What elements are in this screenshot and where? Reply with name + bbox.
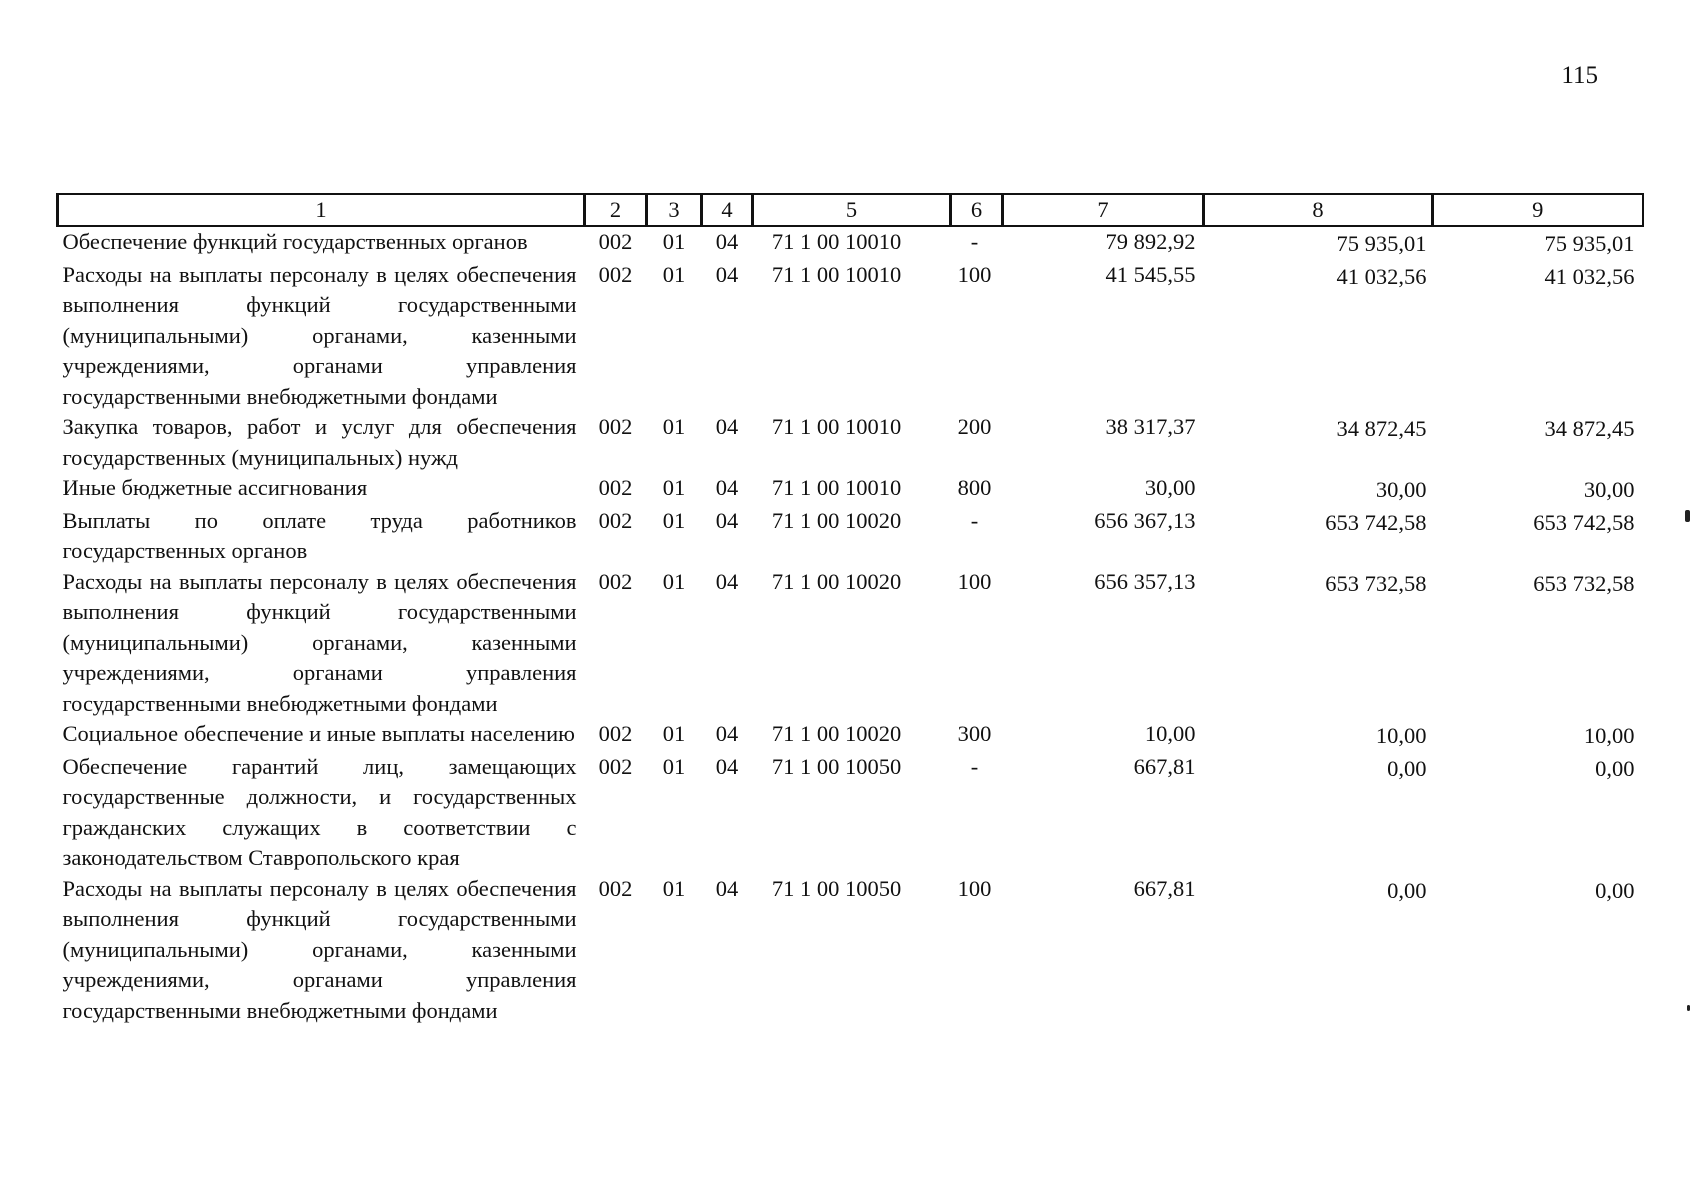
cell-amount-col7: 667,81 <box>1133 753 1196 779</box>
cell-expense-type: 100 <box>957 875 992 901</box>
table-row <box>58 412 1643 473</box>
cell-ministry-code: 002 <box>598 507 633 533</box>
cell-section-code: 01 <box>662 261 686 287</box>
cell-subsection-code: 04 <box>715 568 739 594</box>
header-col-7: 7 <box>1003 194 1204 226</box>
cell-subsection-code: 04 <box>715 261 739 287</box>
cell-subsection-code: 04 <box>715 753 739 779</box>
cell-target-code: 71 1 00 10020 <box>771 568 902 594</box>
cell-ministry-code: 002 <box>598 568 633 594</box>
cell-ministry-code: 002 <box>598 414 633 439</box>
table-body <box>58 226 1643 1026</box>
table-row <box>58 752 1643 874</box>
cell-amount-col9: 10,00 <box>1583 723 1635 748</box>
table-row <box>58 567 1643 720</box>
cell-ministry-code: 002 <box>598 229 633 254</box>
cell-amount-col7: 667,81 <box>1133 875 1196 901</box>
page-number: 115 <box>1561 62 1598 89</box>
cell-section-code: 01 <box>662 753 686 779</box>
cell-subsection-code: 04 <box>715 229 739 254</box>
cell-ministry-code: 002 <box>598 721 633 746</box>
cell-target-code: 71 1 00 10010 <box>771 229 902 254</box>
cell-target-code: 71 1 00 10050 <box>771 875 902 901</box>
cell-amount-col9: 30,00 <box>1583 477 1635 502</box>
cell-amount-col7: 41 545,55 <box>1105 261 1196 287</box>
cell-section-code: 01 <box>662 414 686 439</box>
header-col-2: 2 <box>585 194 647 226</box>
cell-target-code: 71 1 00 10010 <box>771 261 902 287</box>
cell-target-code: 71 1 00 10020 <box>771 721 902 746</box>
cell-target-code: 71 1 00 10010 <box>771 414 902 439</box>
cell-section-code: 01 <box>662 507 686 533</box>
cell-amount-col9: 34 872,45 <box>1544 416 1635 441</box>
cell-expense-type: 800 <box>957 475 992 500</box>
cell-subsection-code: 04 <box>715 875 739 901</box>
cell-amount-col9: 0,00 <box>1595 877 1635 903</box>
row-name: Выплаты по оплате труда работников государственных органов <box>62 507 577 563</box>
header-col-9: 9 <box>1433 194 1643 226</box>
cell-amount-col7: 656 357,13 <box>1094 568 1196 594</box>
table-row <box>58 260 1643 413</box>
table-row <box>58 719 1643 752</box>
cell-subsection-code: 04 <box>715 507 739 533</box>
row-name: Обеспечение гарантий лиц, замещающих государственные должности, и государственных гражданских служащих в соответствии с законодательством Ставропольского края <box>62 753 577 870</box>
row-name: Расходы на выплаты персоналу в целях обеспечения выполнения функций государственными (муниципальными) органами, казенными учреждениями, органами управления государственными внебюджетными фондами <box>62 261 577 409</box>
cell-amount-col8: 0,00 <box>1387 755 1427 781</box>
cell-expense-type: 100 <box>957 261 992 287</box>
cell-amount-col8: 653 732,58 <box>1325 570 1427 596</box>
cell-ministry-code: 002 <box>598 875 633 901</box>
scan-edge-mark <box>1685 510 1690 522</box>
cell-section-code: 01 <box>662 475 686 500</box>
cell-section-code: 01 <box>662 875 686 901</box>
cell-section-code: 01 <box>662 721 686 746</box>
header-col-5: 5 <box>753 194 951 226</box>
cell-section-code: 01 <box>662 568 686 594</box>
cell-amount-col8: 0,00 <box>1387 877 1427 903</box>
cell-subsection-code: 04 <box>715 475 739 500</box>
cell-amount-col7: 30,00 <box>1144 475 1196 500</box>
cell-amount-col9: 653 732,58 <box>1533 570 1635 596</box>
header-col-6: 6 <box>951 194 1003 226</box>
cell-amount-col7: 656 367,13 <box>1094 507 1196 533</box>
cell-amount-col8: 34 872,45 <box>1336 416 1427 441</box>
cell-expense-type: 300 <box>957 721 992 746</box>
table-row <box>58 506 1643 567</box>
cell-amount-col8: 653 742,58 <box>1325 509 1427 535</box>
cell-amount-col9: 41 032,56 <box>1544 263 1635 289</box>
table-row <box>58 874 1643 1027</box>
cell-ministry-code: 002 <box>598 753 633 779</box>
header-col-3: 3 <box>647 194 702 226</box>
header-col-1: 1 <box>58 194 585 226</box>
row-name: Социальное обеспечение и иные выплаты населению <box>62 721 575 746</box>
table-header <box>58 194 1643 226</box>
cell-amount-col8: 30,00 <box>1375 477 1427 502</box>
cell-target-code: 71 1 00 10010 <box>771 475 902 500</box>
cell-amount-col9: 653 742,58 <box>1533 509 1635 535</box>
header-row <box>58 194 1643 226</box>
cell-expense-type: 100 <box>957 568 992 594</box>
cell-expense-type: 200 <box>957 414 992 439</box>
cell-amount-col8: 10,00 <box>1375 723 1427 748</box>
row-name: Расходы на выплаты персоналу в целях обеспечения выполнения функций государственными (муниципальными) органами, казенными учреждениями, органами управления государственными внебюджетными фондами <box>62 875 577 1023</box>
cell-amount-col8: 41 032,56 <box>1336 263 1427 289</box>
budget-table <box>56 193 1644 1026</box>
table-row <box>58 473 1643 506</box>
header-col-4: 4 <box>702 194 753 226</box>
cell-ministry-code: 002 <box>598 261 633 287</box>
row-name: Расходы на выплаты персоналу в целях обеспечения выполнения функций государственными (муниципальными) органами, казенными учреждениями, органами управления государственными внебюджетными фондами <box>62 568 577 716</box>
cell-target-code: 71 1 00 10050 <box>771 753 902 779</box>
cell-expense-type: - <box>970 507 979 533</box>
row-name: Закупка товаров, работ и услуг для обеспечения государственных (муниципальных) нужд <box>62 414 577 470</box>
cell-amount-col7: 79 892,92 <box>1105 229 1196 254</box>
cell-ministry-code: 002 <box>598 475 633 500</box>
cell-amount-col8: 75 935,01 <box>1336 231 1427 256</box>
cell-subsection-code: 04 <box>715 414 739 439</box>
cell-expense-type: - <box>970 753 979 779</box>
cell-section-code: 01 <box>662 229 686 254</box>
table-row <box>58 226 1643 260</box>
cell-expense-type: - <box>970 229 979 254</box>
cell-amount-col7: 38 317,37 <box>1105 414 1196 439</box>
row-name: Обеспечение функций государственных органов <box>62 229 528 254</box>
cell-amount-col9: 0,00 <box>1595 755 1635 781</box>
cell-amount-col9: 75 935,01 <box>1544 231 1635 256</box>
cell-subsection-code: 04 <box>715 721 739 746</box>
row-name: Иные бюджетные ассигнования <box>62 475 368 500</box>
cell-target-code: 71 1 00 10020 <box>771 507 902 533</box>
scan-edge-mark <box>1687 1005 1690 1011</box>
header-col-8: 8 <box>1204 194 1433 226</box>
cell-amount-col7: 10,00 <box>1144 721 1196 746</box>
